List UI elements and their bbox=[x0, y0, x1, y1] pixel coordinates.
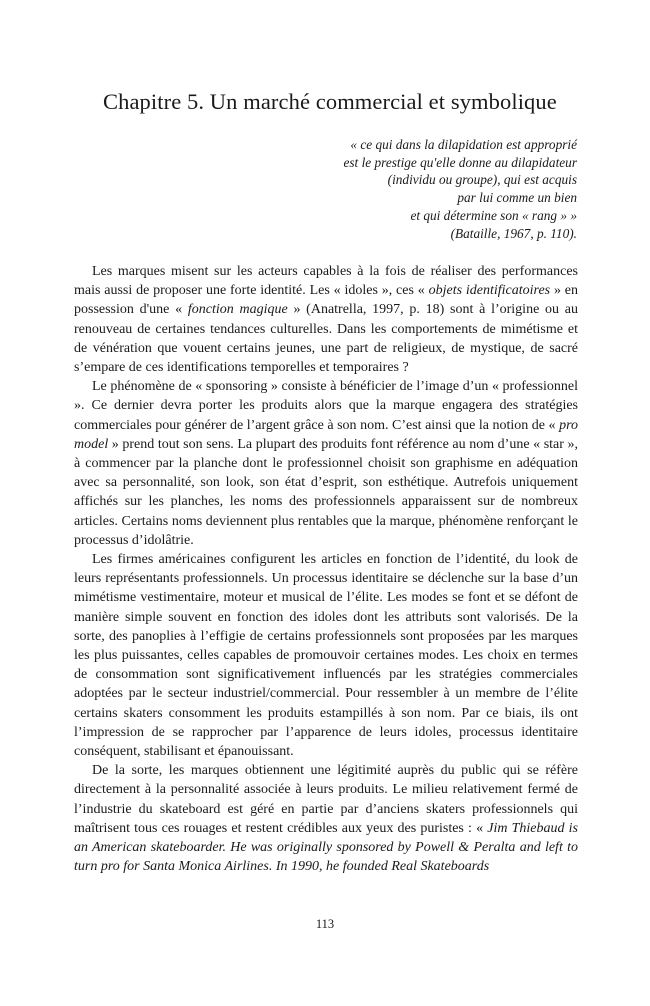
page-number: 113 bbox=[315, 917, 335, 931]
epigraph-line: « ce qui dans la dilapidation est approprié bbox=[350, 137, 577, 152]
chapter-title: Chapitre 5. Un marché commercial et symbolique bbox=[103, 89, 557, 114]
italic-term: fonction magique bbox=[187, 302, 288, 318]
paragraph: Les firmes américaines configurent les articles en fonction de l’identité, du look de leurs représentants professionnels. Un processus identitaire se déclenche sur la base d’un mimétisme vestimentaire, moteur et musical de l’élite. Les modes se font et se défont de manière simple souvent en fonction des idoles dont les attributs sont valorisés. De la sorte, des panoplies à l’effigie de certains professionnels sont proposées par les marques les plus puissantes, celles capables de promouvoir certaines modes. Les choix en termes de consommation sont significativement influencés par les stratégies commerciales adoptées par le secteur industriel/commercial. Pour ressembler à un membre de l’élite certains skaters consomment les produits estampillés à son nom. Par ce biais, ils ont l’impression de se rapprocher par l’apparence de leurs idoles, processus identitaire conséquent, stabilisant et épanouissant. bbox=[74, 552, 578, 760]
epigraph-line: et qui détermine son « rang » » bbox=[410, 207, 577, 223]
italic-quote: Jim Thiebaud is an American skateboarder. He was originally sponsored by Powell & Peralta and left to turn pro for Santa Monica Airlines. In 1990, he founded Real Skateboards bbox=[74, 820, 578, 875]
italic-term: objets identificatoires bbox=[428, 283, 551, 299]
paragraph: De la sorte, les marques obtiennent une légitimité auprès du public qui se réfère directement à la personnalité associée à leurs produits. Le milieu relativement fermé de l’industrie du skateboard est géré en partie par d’anciens skaters professionnels qui maîtrisent tous ces rouages et restent crédibles aux yeux des puristes : « Jim Thiebaud is an American skateboarder. He was originally sponsored by Powell & Peralta and left to turn pro for Santa Monica Airlines. In 1990, he founded Real Skateboards bbox=[74, 763, 578, 875]
epigraph bbox=[250, 136, 577, 242]
epigraph-citation: (Bataille, 1967, p. 110). bbox=[450, 225, 577, 241]
paragraph: Le phénomène de « sponsoring » consiste à bénéficier de l’image d’un « professionnel ». Ce dernier devra porter les produits alors que la marque engagera des stratégies commerciales pour générer de l’argent grâce à son nom. C’est ainsi que la notion de « pro model » prend tout son sens. La plupart des produits font référence au nom d’une « star », à commencer par la planche dont le professionnel choisit son graphisme en adéquation avec sa personnalité, son look, son état d’esprit, son esthétique. Autrefois uniquement affichés sur les planches, les noms des professionnels apparaissent sur de nombreux articles. Certains noms deviennent plus rentables que la marque, phénomène renforçant le processus d’idolâtrie. bbox=[74, 379, 578, 548]
body-text bbox=[74, 262, 578, 877]
epigraph-line: (individu ou groupe), qui est acquis bbox=[387, 172, 577, 188]
paragraph: Les marques misent sur les acteurs capables à la fois de réaliser des performances mais aussi de proposer une forte identité. Les « idoles », ces « objets identificatoires » en possession d'une « fonction magique » (Anatrella, 1997, p. 18) sont à l’origine ou au renouveau de certaines tendances culturelles. Dans les comportements de mimétisme et de vénération que vouent certains jeunes, une part de religieux, de mystique, de sacré s’empare de ces identifications temporelles et temporaires ? bbox=[74, 264, 578, 376]
epigraph-line: par lui comme un bien bbox=[457, 190, 577, 206]
italic-term: pro model bbox=[74, 417, 578, 452]
epigraph-line: est le prestige qu'elle donne au dilapidateur bbox=[343, 154, 577, 170]
